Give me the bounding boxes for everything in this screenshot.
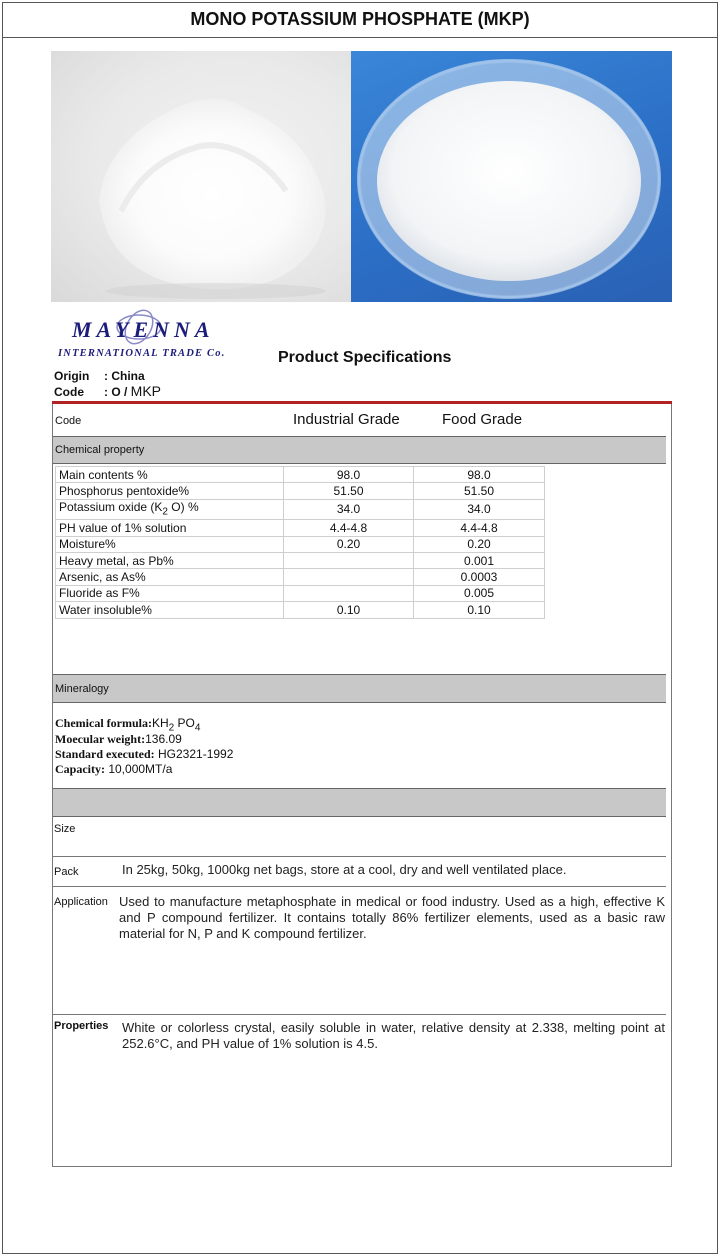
formula-value: $KH_2$ $PO_4$ [151,716,201,734]
pack-text: In 25kg, 50kg, 1000kg net bags, store at a cool, dry and well ventilated place. [122,862,567,877]
property-name-cell: PH value of 1% solution [56,520,284,536]
industrial-value-cell: 4.4-4.8 [284,520,414,536]
blank-band [53,788,666,817]
property-name-cell: Potassium oxide ($K_2$ O) % [56,499,284,519]
logo-subtitle: INTERNATIONAL TRADE Co. [58,348,226,359]
separator-size [53,856,666,857]
chemical-property-label: Chemical property [55,444,145,456]
industrial-value-cell: 0.20 [284,536,414,552]
industrial-grade-header: Industrial Grade [293,411,400,428]
code-line [54,383,161,399]
standard-label: Standard executed: [55,747,155,761]
food-value-cell: 0.20 [414,536,545,552]
food-value-cell: 0.0003 [414,569,545,585]
property-name-cell: Main contents % [56,467,284,483]
page-title: MONO POTASSIUM PHOSPHATE (MKP) [2,2,718,38]
capacity-label: Capacity: [55,762,105,776]
code-header: Code [55,415,82,427]
property-name-cell: Heavy metal, as Pb% [56,552,284,568]
separator-application [53,1014,666,1015]
property-name-cell: Moisture% [56,536,284,552]
standard-value: HG2321-1992 [154,747,234,761]
table-row [56,520,545,536]
size-label: Size [54,823,76,835]
logo-name: MAYENNA [72,317,215,342]
food-value-cell: 0.001 [414,552,545,568]
spec-heading: Product Specifications [278,349,452,366]
separator-pack [53,886,666,887]
food-value-cell: 51.50 [414,483,545,499]
properties-text: White or colorless crystal, easily soluble in water, relative density at 2.338, melting point at 252.6°C, and PH value of 1% solution is 4.5. [122,1020,665,1051]
table-row [56,552,545,568]
table-row [56,467,545,483]
table-row [56,585,545,601]
industrial-value-cell: 98.0 [284,467,414,483]
table-row [56,602,545,618]
weight-line [55,733,182,746]
industrial-value-cell [284,569,414,585]
code-label: Code [54,385,84,399]
code-prefix: : O / [104,385,131,399]
industrial-value-cell [284,552,414,568]
code-value: MKP [130,383,162,399]
chemical-table [55,466,545,619]
powder-photo [51,51,351,302]
table-row [56,536,545,552]
application-text: Used to manufacture metaphosphate in medical or food industry. Used as a high, effective K and P compound fertilizer. It contains totally 86% fertilizer elements, used as a basic raw material for N, P and K compound fertilizer. [119,894,665,941]
table-row [56,483,545,499]
property-name-cell: Arsenic, as As% [56,569,284,585]
food-value-cell: 0.10 [414,602,545,618]
food-value-cell: 4.4-4.8 [414,520,545,536]
mineralogy-band [53,674,666,703]
property-name-cell: Phosphorus pentoxide% [56,483,284,499]
industrial-value-cell: 0.10 [284,602,414,618]
table-row [56,499,545,519]
table-row [56,569,545,585]
food-value-cell: 34.0 [414,499,545,519]
capacity-value: 10,000MT/a [105,762,173,776]
weight-label: Moecular weight: [55,732,146,746]
mineralogy-label: Mineralogy [55,682,109,695]
origin-line [54,369,145,383]
property-name-cell: Fluoride as F% [56,585,284,601]
application-label: Application [54,896,108,908]
properties-label: Properties [54,1020,109,1032]
formula-label: Chemical formula: [55,716,152,730]
origin-value: : China [104,369,145,383]
weight-value: 136.09 [145,732,182,746]
food-value-cell: 98.0 [414,467,545,483]
standard-line [55,748,233,761]
chemical-property-band [53,436,666,464]
pack-label: Pack [54,866,79,878]
food-value-cell: 0.005 [414,585,545,601]
industrial-value-cell [284,585,414,601]
capacity-line [55,763,172,776]
industrial-value-cell: 34.0 [284,499,414,519]
food-grade-header: Food Grade [442,411,523,428]
origin-label: Origin [54,369,90,383]
industrial-value-cell: 51.50 [284,483,414,499]
company-logo [54,307,234,365]
crystal-dish-photo [351,51,672,302]
property-name-cell: Water insoluble% [56,602,284,618]
